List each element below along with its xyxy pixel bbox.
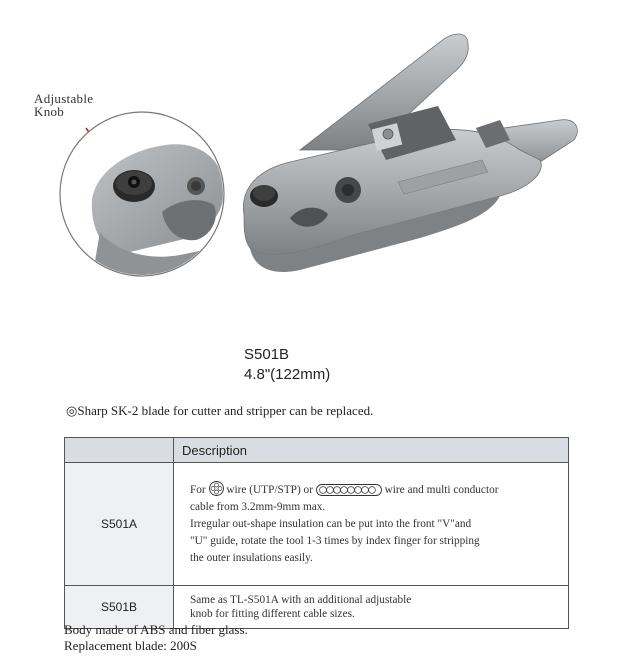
- table-row: [65, 463, 569, 586]
- description-text: wire (UTP/STP) or: [223, 484, 316, 496]
- footer-line-1: Body made of ABS and fiber glass.: [64, 622, 248, 637]
- utp-cable-icon: [209, 481, 224, 496]
- description-text: wire and multi conductor: [381, 484, 499, 496]
- header-description: Description: [174, 438, 569, 463]
- row-description-s501a: [174, 463, 569, 586]
- description-line: knob for fitting different cable sizes.: [190, 608, 355, 620]
- callout-line-2: Knob: [34, 104, 65, 119]
- blade-note: ◎Sharp SK-2 blade for cutter and stripper can be replaced.: [66, 403, 374, 418]
- front-knob-icon: [250, 185, 278, 207]
- header-blank-cell: [65, 438, 174, 463]
- product-model-block: [244, 345, 330, 385]
- description-line: Irregular out-shape insulation can be put into the front "V"and: [190, 518, 472, 530]
- description-text: For: [190, 484, 209, 496]
- product-size: 4.8"(122mm): [244, 366, 331, 383]
- footer-line-2: Replacement blade: 200S: [64, 638, 197, 653]
- description-line: "U" guide, rotate the tool 1-3 times by index finger for stripping: [190, 535, 480, 547]
- spec-table: [64, 437, 569, 629]
- description-line: Same as TL-S501A with an additional adjustable: [190, 594, 412, 606]
- adjustable-knob-icon: [113, 170, 155, 202]
- description-line: cable from 3.2mm-9mm max.: [190, 501, 326, 513]
- footer-notes: [64, 622, 248, 654]
- knob-zoom-inset: [60, 112, 228, 290]
- description-line: the outer insulations easily.: [190, 552, 313, 564]
- cable-stripper-tool: [243, 34, 577, 272]
- row-model-s501a: S501A: [65, 463, 174, 586]
- description-line: [190, 481, 560, 499]
- callout-line-1: Adjustable: [34, 91, 94, 106]
- row-model-s501b: S501B: [65, 586, 174, 629]
- product-model: S501B: [244, 346, 290, 363]
- spec-table-header: [65, 438, 569, 463]
- flat-cable-icon: [316, 484, 382, 496]
